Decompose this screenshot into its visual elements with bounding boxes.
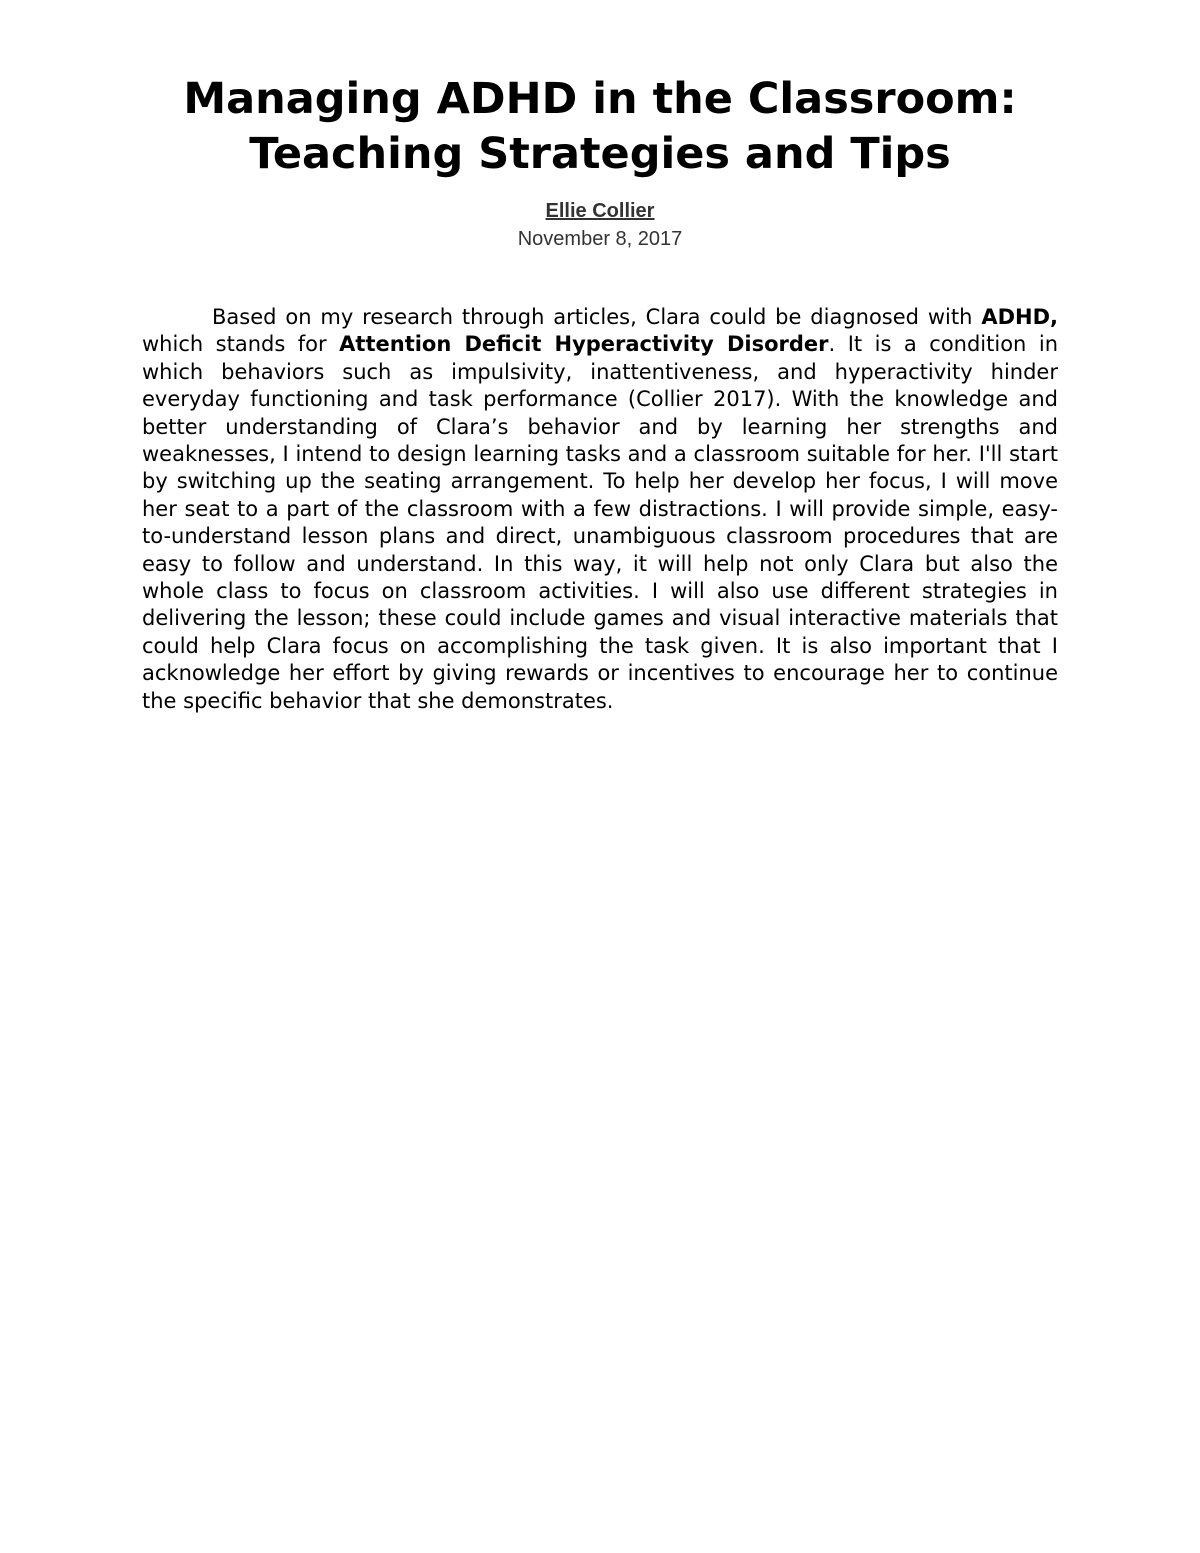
paragraph-text-2: which stands for bbox=[142, 332, 340, 357]
paragraph-text-1: Based on my research through articles, Clara could be diagnosed with bbox=[212, 305, 982, 329]
paragraph-text-3: . It is a condition in which behaviors such as impulsivity, inattentiveness, and hyperactivity hinder everyday functioning and task performance (Collier 2017). With the knowledge and better understanding of Clara’s behavior and by learning her strengths and weaknesses, I intend to design learning tasks and a classroom suitable for her. I'll start by switching up the seating arrangement. To help her develop her focus, I will move her seat to a part of the classroom with a few distractions. I will provide simple, easy-to-understand lesson plans and direct, unambiguous classroom procedures that are easy to follow and understand. In this way, it will help not only Clara but also the whole class to focus on classroom activities. I will also use different strategies in delivering the lesson; these could include games and visual interactive materials that could help Clara focus on accomplishing the task given. It is also important that I acknowledge her effort by giving rewards or incentives to encourage her to continue the specific behavior that she demonstrates. bbox=[142, 332, 1059, 713]
author-line bbox=[300, 198, 900, 224]
paragraph-bold-definition: Attention Deficit Hyperactivity Disorder bbox=[339, 332, 829, 357]
document-title bbox=[100, 72, 1100, 182]
title-line-1: Managing ADHD in the Classroom: bbox=[183, 74, 1017, 124]
author-link[interactable]: Ellie Collier bbox=[545, 200, 655, 222]
publish-date: November 8, 2017 bbox=[517, 228, 683, 250]
paragraph-bold-adhd: ADHD, bbox=[981, 305, 1058, 329]
title-line-2: Teaching Strategies and Tips bbox=[249, 129, 951, 179]
body-paragraph bbox=[142, 304, 1058, 715]
